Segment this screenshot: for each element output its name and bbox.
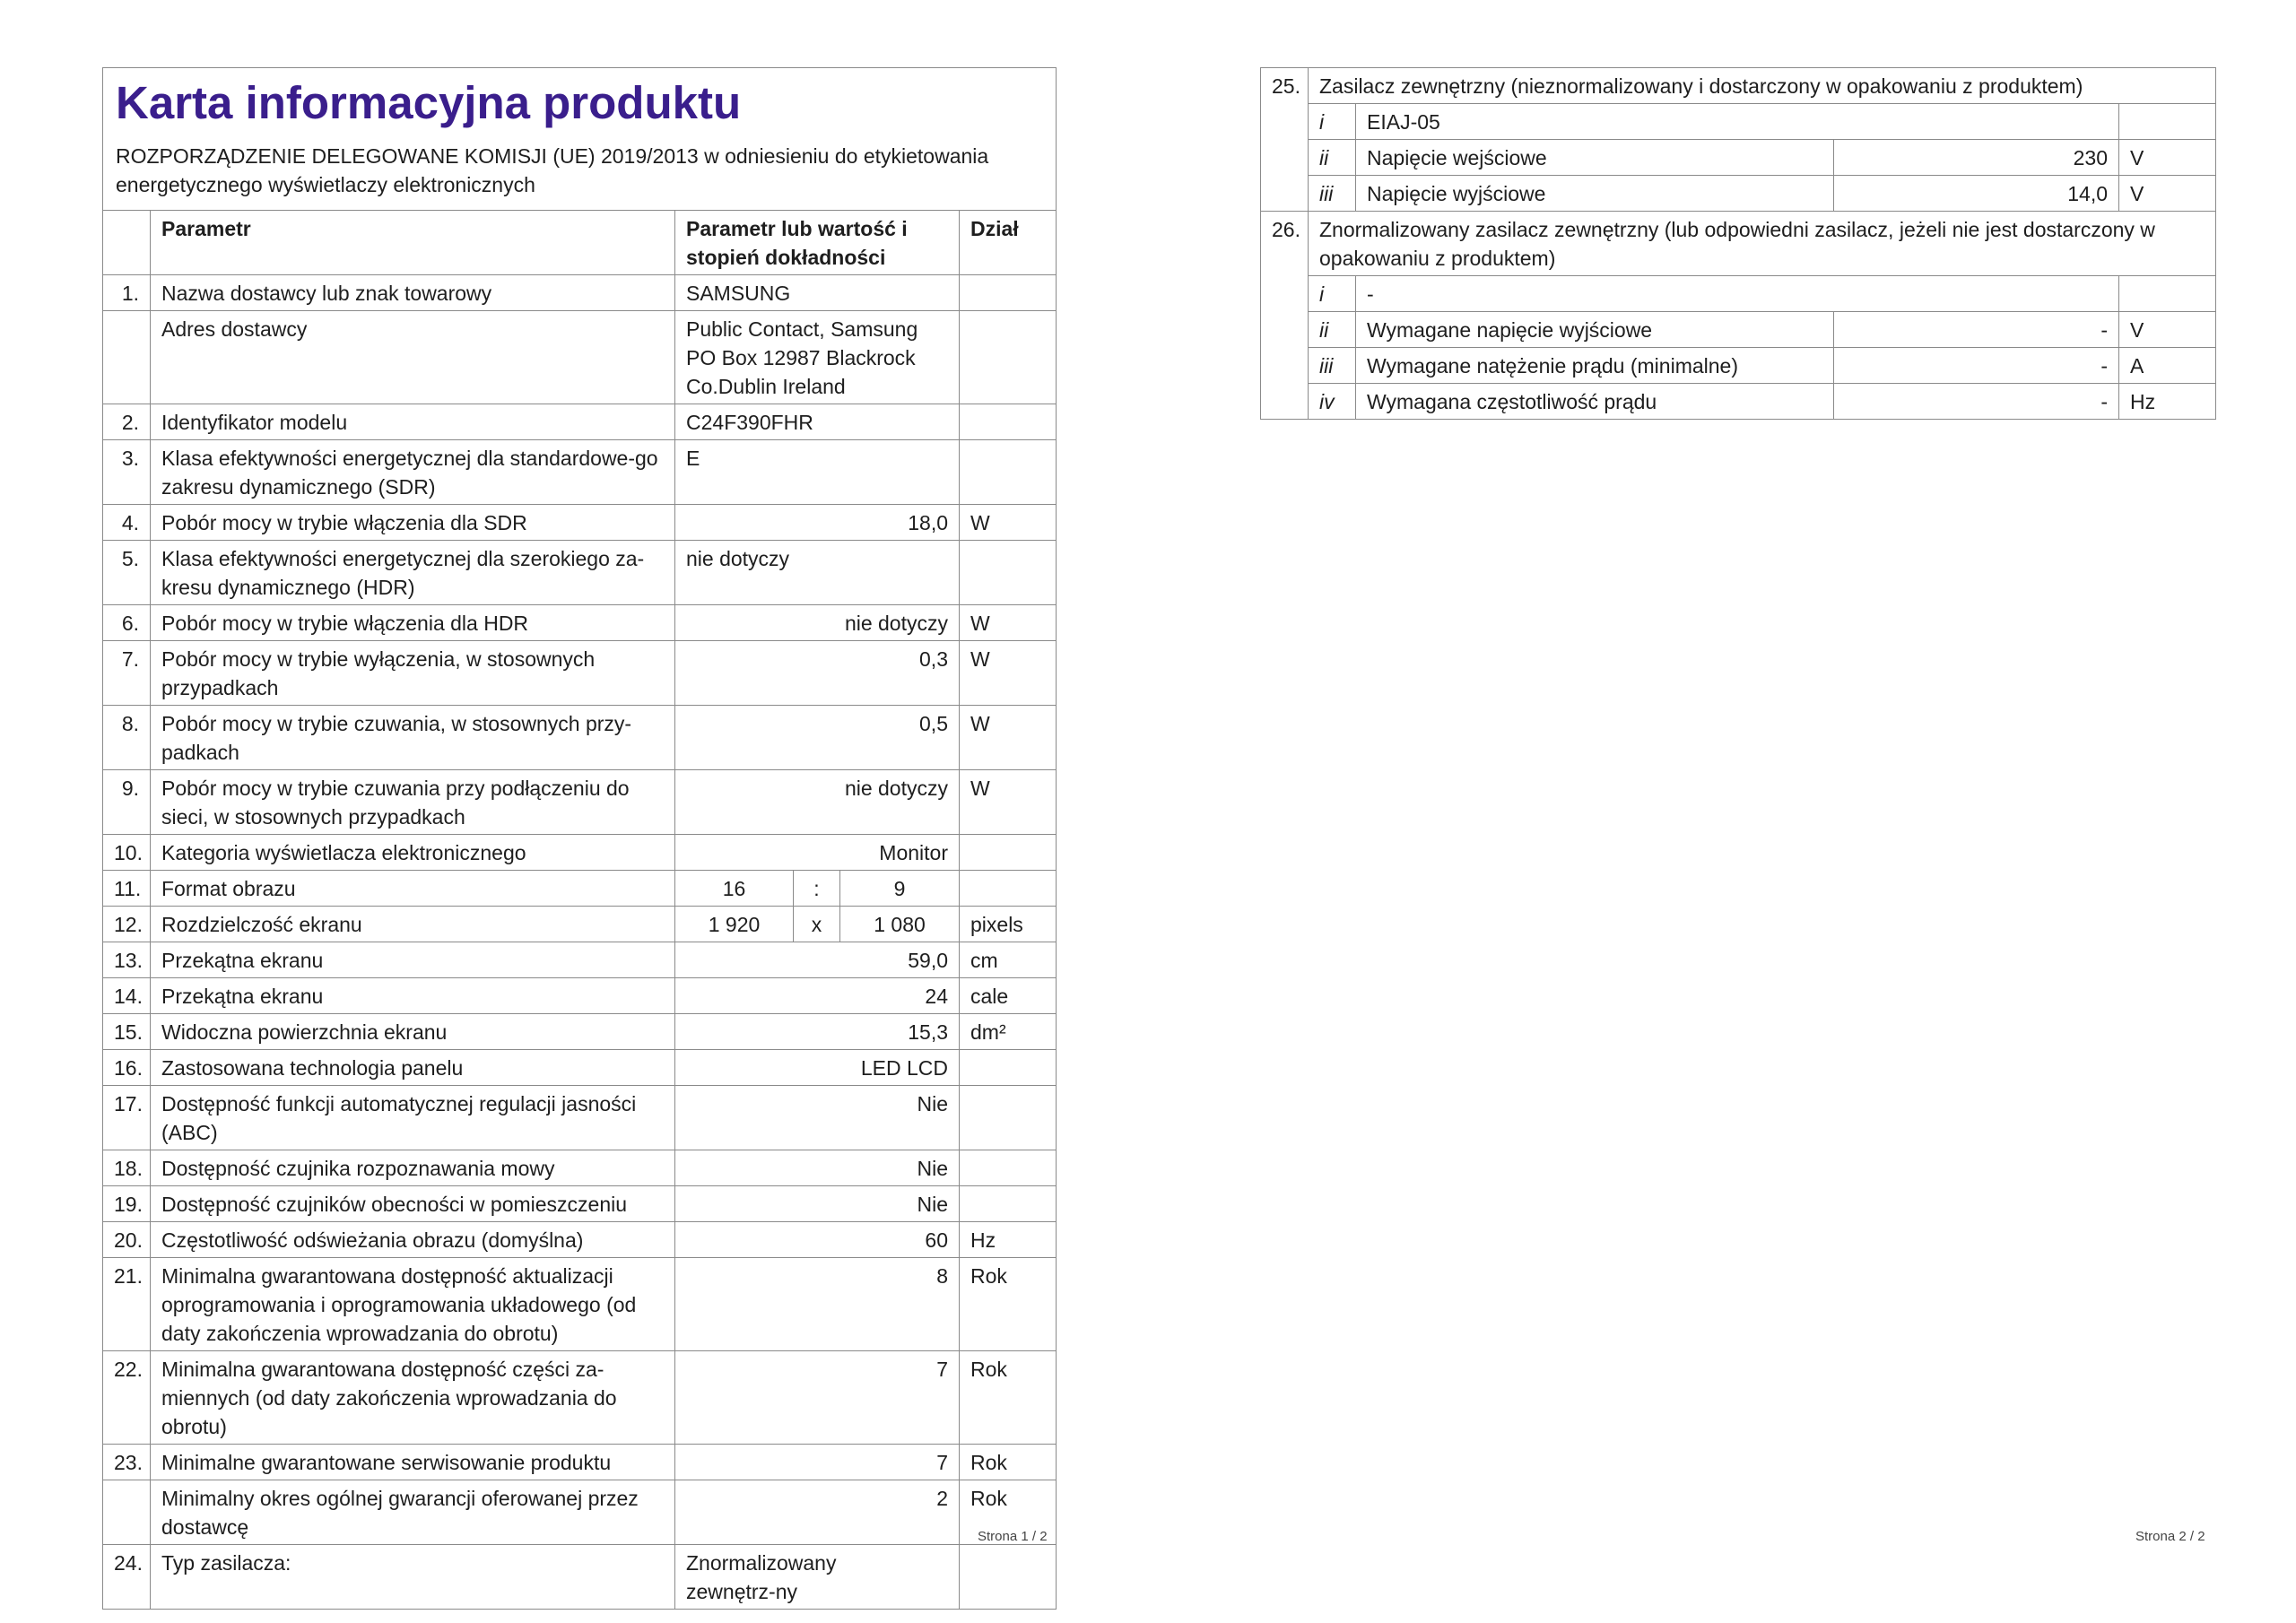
resolution-width: 1 920 [675,907,794,942]
row-label: Dostępność czujnika rozpoznawania mowy [151,1150,675,1186]
row-label: Format obrazu [151,871,675,907]
row-unit: W [960,770,1057,835]
table-row [1261,212,2216,276]
header-section: Dział [960,211,1057,275]
resolution-height: 1 080 [840,907,960,942]
table-row [103,1351,1057,1445]
row-number [103,1480,151,1545]
row-number: 6. [103,605,151,641]
row-unit: cale [960,978,1057,1014]
row-number: 9. [103,770,151,835]
row-value: 8 [675,1258,960,1351]
sub-index: ii [1309,312,1356,348]
product-info-table [102,67,1057,1610]
row-unit [960,1050,1057,1086]
sub-unit [2119,276,2216,312]
row-number: 17. [103,1086,151,1150]
sub-label: Wymagana częstotliwość prądu [1356,384,1834,420]
row-label: Zastosowana technologia panelu [151,1050,675,1086]
row-unit [960,311,1057,404]
table-row [103,706,1057,770]
table-row [103,978,1057,1014]
row-label: Znormalizowany zasilacz zewnętrzny (lub odpowiedni zasilacz, jeżeli nie jest dostarczony w opakowaniu z produktem) [1309,212,2216,276]
sub-unit: V [2119,140,2216,176]
sub-label: Wymagane natężenie prądu (minimalne) [1356,348,1834,384]
row-label: Minimalna gwarantowana dostępność części za-miennych (od daty zakończenia wprowadzania do obrotu) [151,1351,675,1445]
row-unit: cm [960,942,1057,978]
row-number: 10. [103,835,151,871]
row-value: Monitor [675,835,960,871]
sub-row [1261,276,2216,312]
row-value: nie dotyczy [675,605,960,641]
row-number: 4. [103,505,151,541]
table-row [103,1258,1057,1351]
page-1 [102,67,1056,1610]
row-number: 19. [103,1186,151,1222]
table-row [103,541,1057,605]
row-label: Minimalny okres ogólnej gwarancji oferowanej przez dostawcę [151,1480,675,1545]
sub-index: iii [1309,348,1356,384]
row-unit [960,440,1057,505]
aspect-separator: : [794,871,840,907]
row-number: 24. [103,1545,151,1610]
table-row [103,404,1057,440]
aspect-width: 16 [675,871,794,907]
row-unit [960,1545,1057,1610]
table-row [1261,68,2216,104]
row-unit: Rok [960,1258,1057,1351]
column-header-row [103,211,1057,275]
row-number: 25. [1261,68,1309,212]
power-supply-table [1260,67,2216,420]
sub-unit: V [2119,312,2216,348]
row-unit [960,1150,1057,1186]
table-row [103,311,1057,404]
row-label: Dostępność funkcji automatycznej regulacji jasności (ABC) [151,1086,675,1150]
document-header [103,68,1057,211]
table-row [103,1222,1057,1258]
row-unit [960,404,1057,440]
row-value: 0,5 [675,706,960,770]
row-value: 7 [675,1445,960,1480]
row-label: Pobór mocy w trybie włączenia dla SDR [151,505,675,541]
table-row [103,1445,1057,1480]
row-number: 14. [103,978,151,1014]
resolution-separator: x [794,907,840,942]
row-unit [960,1086,1057,1150]
document-header-row [103,68,1057,211]
table-row [103,275,1057,311]
row-label: Przekątna ekranu [151,942,675,978]
row-value: C24F390FHR [675,404,960,440]
sub-row [1261,104,2216,140]
sub-index: ii [1309,140,1356,176]
row-label: Pobór mocy w trybie włączenia dla HDR [151,605,675,641]
table-row [103,1150,1057,1186]
row-label: Klasa efektywności energetycznej dla standardowe-go zakresu dynamicznego (SDR) [151,440,675,505]
table-row [103,1014,1057,1050]
sub-label: Wymagane napięcie wyjściowe [1356,312,1834,348]
row-label: Identyfikator modelu [151,404,675,440]
table-row [103,1545,1057,1610]
sub-row [1261,312,2216,348]
row-value: LED LCD [675,1050,960,1086]
table-row [103,1050,1057,1086]
row-number: 23. [103,1445,151,1480]
row-value: Nie [675,1186,960,1222]
row-unit: Rok [960,1351,1057,1445]
sub-label: Napięcie wejściowe [1356,140,1834,176]
row-unit: dm² [960,1014,1057,1050]
sub-row [1261,176,2216,212]
row-value: 59,0 [675,942,960,978]
sub-label: - [1356,276,2119,312]
row-value: 18,0 [675,505,960,541]
row-value: E [675,440,960,505]
row-unit: W [960,641,1057,706]
sub-value: 230 [1834,140,2119,176]
row-number: 12. [103,907,151,942]
table-row [103,907,1057,942]
row-number: 1. [103,275,151,311]
row-label: Rozdzielczość ekranu [151,907,675,942]
page-title: Karta informacyjna produktu [116,77,742,128]
header-number [103,211,151,275]
row-value: 24 [675,978,960,1014]
sub-index: iii [1309,176,1356,212]
row-unit: pixels [960,907,1057,942]
row-value: SAMSUNG [675,275,960,311]
row-unit: W [960,706,1057,770]
row-number: 22. [103,1351,151,1445]
row-number: 13. [103,942,151,978]
row-label: Widoczna powierzchnia ekranu [151,1014,675,1050]
row-unit [960,835,1057,871]
row-unit [960,541,1057,605]
table-row [103,770,1057,835]
row-number: 18. [103,1150,151,1186]
row-number: 5. [103,541,151,605]
row-number: 11. [103,871,151,907]
row-value: 2 [675,1480,960,1545]
header-value: Parametr lub wartość i stopień dokładności [675,211,960,275]
row-value: 7 [675,1351,960,1445]
regulation-subtitle: ROZPORZĄDZENIE DELEGOWANE KOMISJI (UE) 2019/2013 w odniesieniu do etykietowania energetycznego wyświetlaczy elektronicznych [116,144,989,196]
row-label: Pobór mocy w trybie czuwania przy podłączeniu do sieci, w stosownych przypadkach [151,770,675,835]
row-value: nie dotyczy [675,541,960,605]
sub-index: iv [1309,384,1356,420]
row-label: Pobór mocy w trybie czuwania, w stosownych przy-padkach [151,706,675,770]
row-number: 2. [103,404,151,440]
row-unit [960,275,1057,311]
row-number: 20. [103,1222,151,1258]
row-value: Nie [675,1086,960,1150]
sub-value: - [1834,348,2119,384]
row-value: nie dotyczy [675,770,960,835]
row-label: Przekątna ekranu [151,978,675,1014]
row-unit [960,871,1057,907]
row-number: 3. [103,440,151,505]
sub-unit [2119,104,2216,140]
table-row [103,1480,1057,1545]
aspect-height: 9 [840,871,960,907]
row-number: 21. [103,1258,151,1351]
row-unit: Rok [960,1445,1057,1480]
sub-row [1261,140,2216,176]
table-row [103,1086,1057,1150]
row-label: Minimalna gwarantowana dostępność aktualizacji oprogramowania i oprogramowania układowego (od daty zakończenia wprowadzania do obrotu) [151,1258,675,1351]
table-row [103,641,1057,706]
sub-label: Napięcie wyjściowe [1356,176,1834,212]
row-label: Zasilacz zewnętrzny (nieznormalizowany i dostarczony w opakowaniu z produktem) [1309,68,2216,104]
table-row [103,505,1057,541]
row-unit: Hz [960,1222,1057,1258]
row-value: Public Contact, Samsung PO Box 12987 Blackrock Co.Dublin Ireland [675,311,960,404]
row-label: Minimalne gwarantowane serwisowanie produktu [151,1445,675,1480]
sub-row [1261,384,2216,420]
row-label: Nazwa dostawcy lub znak towarowy [151,275,675,311]
row-number [103,311,151,404]
row-unit: W [960,505,1057,541]
row-label: Adres dostawcy [151,311,675,404]
page-2 [1260,67,2215,420]
row-label: Dostępność czujników obecności w pomieszczeniu [151,1186,675,1222]
table-row [103,605,1057,641]
sub-value: 14,0 [1834,176,2119,212]
row-value: Znormalizowany zewnętrz-ny [675,1545,960,1610]
sub-unit: Hz [2119,384,2216,420]
row-value: 15,3 [675,1014,960,1050]
row-label: Pobór mocy w trybie wyłączenia, w stosownych przypadkach [151,641,675,706]
sub-index: i [1309,276,1356,312]
sub-row [1261,348,2216,384]
sub-value: - [1834,384,2119,420]
row-number: 16. [103,1050,151,1086]
row-number: 15. [103,1014,151,1050]
row-label: Typ zasilacza: [151,1545,675,1610]
row-number: 7. [103,641,151,706]
row-unit [960,1186,1057,1222]
row-unit: Rok [960,1480,1057,1545]
sub-value: - [1834,312,2119,348]
sub-unit: A [2119,348,2216,384]
row-label: Kategoria wyświetlacza elektronicznego [151,835,675,871]
page-number-footer: Strona 1 / 2 [978,1529,1048,1544]
table-row [103,835,1057,871]
table-row [103,440,1057,505]
row-value: 60 [675,1222,960,1258]
page-number-footer: Strona 2 / 2 [2135,1529,2205,1544]
row-unit: W [960,605,1057,641]
row-value: Nie [675,1150,960,1186]
table-row [103,942,1057,978]
row-value: 0,3 [675,641,960,706]
row-number: 26. [1261,212,1309,420]
sub-index: i [1309,104,1356,140]
row-number: 8. [103,706,151,770]
table-row [103,1186,1057,1222]
row-label: Klasa efektywności energetycznej dla szerokiego za-kresu dynamicznego (HDR) [151,541,675,605]
row-label: Częstotliwość odświeżania obrazu (domyślna) [151,1222,675,1258]
header-parameter: Parametr [151,211,675,275]
sub-unit: V [2119,176,2216,212]
sub-label: EIAJ-05 [1356,104,2119,140]
table-row [103,871,1057,907]
